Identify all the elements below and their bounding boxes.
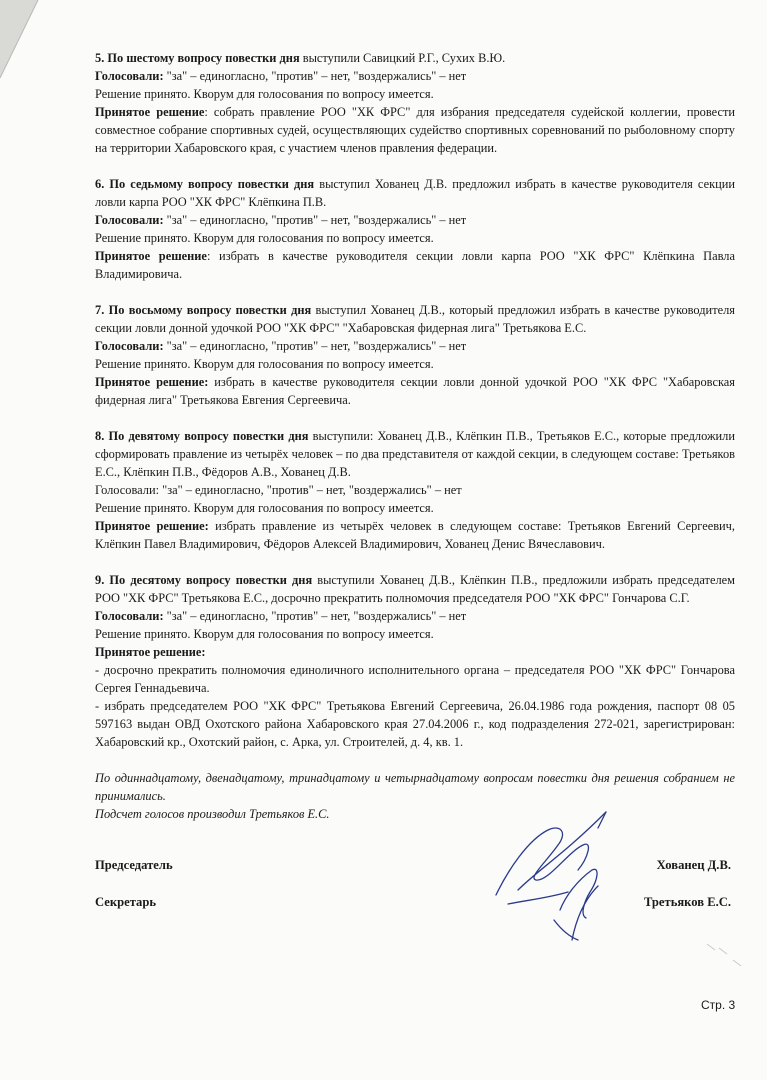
q8-adopted [95,517,735,553]
q9-decision-line: Решение принято. Кворум для голосования по вопросу имеется. [95,627,434,641]
q6-adopted-text: : избрать в качестве руководителя секции ловли карпа РОО "ХК ФРС" Клёпкина Павла Владимировича. [95,249,735,281]
section-question-8 [95,427,735,553]
q8-adopted-label: Принятое решение: [95,519,209,533]
q9-vote-label: Голосовали: [95,609,164,623]
q8-heading-paragraph [95,427,735,481]
q7-decision-line: Решение принято. Кворум для голосования по вопросу имеется. [95,357,434,371]
q7-heading: 7. По восьмому вопросу повестки дня [95,303,312,317]
q7-heading-paragraph [95,301,735,337]
secretary-name: Третьяков Е.С. [644,895,731,909]
q5-heading: 5. По шестому вопросу повестки дня [95,51,300,65]
q9-heading-paragraph [95,571,735,607]
secretary-label: Секретарь [95,895,156,909]
closing-note: По одиннадцатому, двенадцатому, тринадцатому и четырнадцатому вопросам повестки дня решения собранием не принимались. [95,771,735,803]
section-question-9 [95,571,735,751]
q7-heading-rest: выступил Хованец Д.В., который предложил избрать в качестве руководителя секции ловли донной удочкой РОО "ХК ФРС" "Хабаровская фидерная лига" Третьякова Е.С. [95,303,735,335]
q5-decision-line: Решение принято. Кворум для голосования по вопросу имеется. [95,87,434,101]
q6-decision-line: Решение принято. Кворум для голосования по вопросу имеется. [95,231,434,245]
q7-vote [95,337,735,355]
q9-heading: 9. По десятому вопросу повестки дня [95,573,313,587]
q6-adopted [95,247,735,283]
q6-vote-text: "за" – единогласно, "против" – нет, "воздержались" – нет [163,213,467,227]
q5-vote [95,67,735,85]
q7-adopted-text: избрать в качестве руководителя секции ловли донной удочкой РОО "ХК ФРС "Хабаровская фидерная лига" Третьякова Евгения Сергеевича. [95,375,735,407]
q9-heading-rest: выступили Хованец Д.В., Клёпкин П.В., предложили избрать председателем РОО "ХК ФРС" Третьякова Е.С., досрочно прекратить полномочия председателя РОО "ХК ФРС" Гончарова С.Г. [95,573,735,605]
q5-adopted-text: : собрать правление РОО "ХК ФРС" для избрания председателя судейской коллегии, провести совместное собрание спортивных судей, осуществляющих судейство спортивных соревнований по рыболовному спорту на территории Хабаровского края, с участием членов правления федерации. [95,105,735,155]
q5-heading-rest: выступили Савицкий Р.Г., Сухих В.Ю. [299,51,506,65]
section-question-6 [95,175,735,283]
scan-artifact [705,940,745,970]
section-question-7 [95,301,735,409]
q6-adopted-label: Принятое решение [95,249,207,263]
handwritten-signature [488,800,628,950]
q5-vote-text: "за" – единогласно, "против" – нет, "воздержались" – нет [163,69,467,83]
q7-adopted [95,373,735,409]
q8-decision-line: Решение принято. Кворум для голосования по вопросу имеется. [95,501,434,515]
q8-adopted-text: избрать правление из четырёх человек в следующем составе: Третьяков Евгений Сергеевич, Клёпкин Павел Владимирович, Фёдоров Алексей Владимирович, Хованец Денис Вячеславович. [95,519,736,551]
q6-heading-paragraph [95,175,735,211]
q8-vote-line: Голосовали: "за" – единогласно, "против" – нет, "воздержались" – нет [95,483,462,497]
q6-heading: 6. По седьмому вопросу повестки дня [95,177,315,191]
q9-vote [95,607,735,625]
q7-vote-text: "за" – единогласно, "против" – нет, "воздержались" – нет [163,339,467,353]
q5-heading-paragraph [95,49,735,67]
q5-adopted [95,103,735,157]
document-body [95,49,735,823]
q9-vote-text: "за" – единогласно, "против" – нет, "воздержались" – нет [163,609,467,623]
q9-adopted-label: Принятое решение: [95,645,206,659]
chair-name: Хованец Д.В. [656,858,731,872]
folded-corner [0,0,60,90]
q7-adopted-label: Принятое решение: [95,375,209,389]
q8-heading: 8. По девятому вопросу повестки дня [95,429,309,443]
q6-heading-rest: выступил Хованец Д.В. предложил избрать в качестве руководителя секции ловли карпа РОО "ХК ФРС" Клёпкина П.В. [95,177,735,209]
q8-heading-rest: выступили: Хованец Д.В., Клёпкин П.В., Третьяков Е.С., которые предложили сформировать правление из четырёх человек – по два представителя от каждой секции, в следующем составе: Третьяков Е.С., Клёпкин П.В., Фёдоров А.В., Хованец Д.В. [95,429,735,479]
q9-item-2: - избрать председателем РОО "ХК ФРС" Третьякова Евгений Сергеевича, 26.04.1986 года рождения, паспорт 08 05 597163 выдан ОВД Охотского района Хабаровского края 27.04.2006 г., код подразделения 272-021, зарегистрирован: Хабаровский кр., Охотский район, с. Арка, ул. Строителей, д. 4, кв. 1. [95,699,735,749]
page-number: Стр. 3 [701,998,736,1012]
q5-adopted-label: Принятое решение [95,105,205,119]
vote-counting-note: Подсчет голосов производил Третьяков Е.С. [95,807,330,821]
q6-vote [95,211,735,229]
q5-vote-label: Голосовали: [95,69,164,83]
q9-item-1: - досрочно прекратить полномочия единоличного исполнительного органа – председателя РОО "ХК ФРС" Гончарова Сергея Геннадьевича. [95,663,735,695]
chair-label: Председатель [95,858,173,872]
q6-vote-label: Голосовали: [95,213,164,227]
q7-vote-label: Голосовали: [95,339,164,353]
section-question-5 [95,49,735,157]
